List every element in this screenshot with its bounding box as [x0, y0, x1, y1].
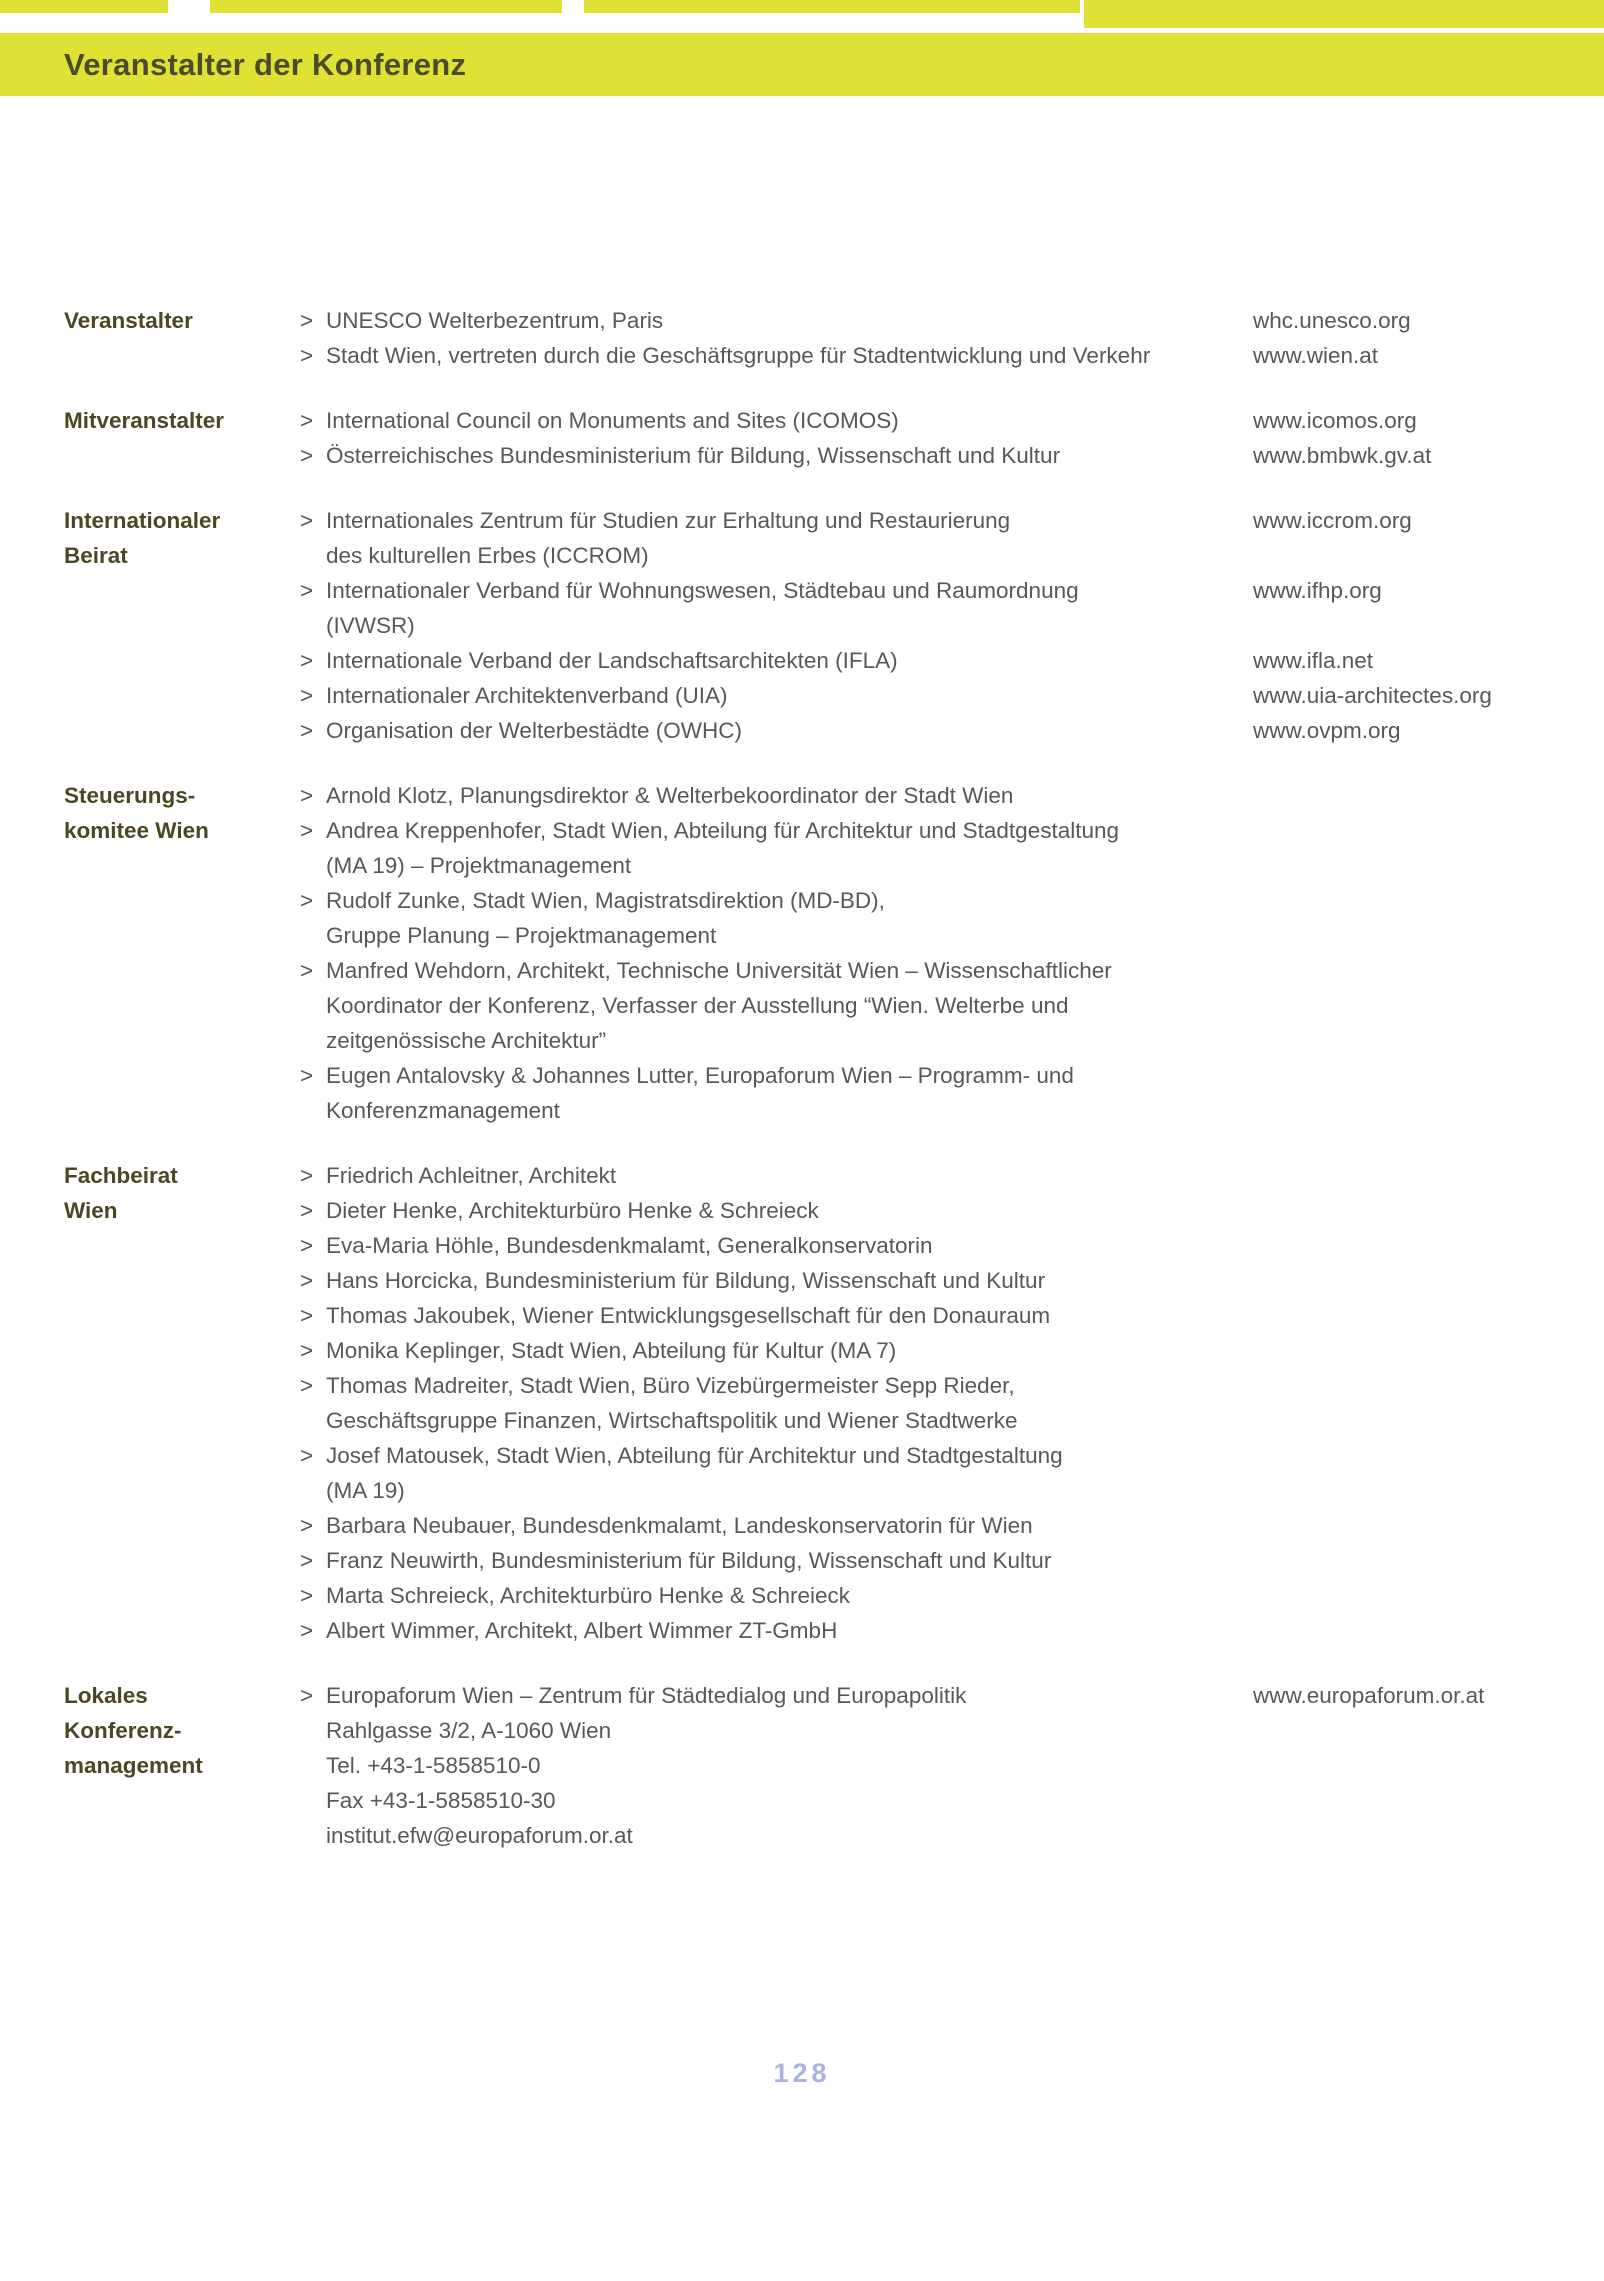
item-url: www.ifhp.org: [1253, 578, 1382, 603]
list-item: [300, 813, 1604, 883]
list-item: [300, 1193, 1604, 1228]
list-item: [300, 1543, 1604, 1578]
item-bullet: >: [300, 1583, 314, 1608]
item-text: Hans Horcicka, Bundesministerium für Bildung, Wissenschaft und Kultur: [326, 1268, 1046, 1293]
list-item: [300, 678, 1604, 713]
item-text: Geschäftsgruppe Finanzen, Wirtschaftspolitik und Wiener Stadtwerke: [326, 1408, 1018, 1433]
item-url: www.ovpm.org: [1253, 718, 1401, 743]
item-bullet: >: [300, 1513, 314, 1538]
item-url: www.europaforum.or.at: [1253, 1683, 1485, 1708]
item-line: [300, 918, 1604, 953]
list-item: [300, 1508, 1604, 1543]
item-line: [300, 883, 1604, 918]
item-line: [300, 1678, 1604, 1713]
item-line: [300, 848, 1604, 883]
section: [0, 303, 1604, 373]
item-url: www.wien.at: [1253, 343, 1379, 368]
item-line: [300, 1543, 1604, 1578]
section-label: [64, 1678, 300, 1853]
item-line: [300, 988, 1604, 1023]
item-text: Internationale Verband der Landschaftsarchitekten (IFLA): [326, 648, 898, 673]
item-bullet: >: [300, 1063, 314, 1088]
item-text: Koordinator der Konferenz, Verfasser der Ausstellung “Wien. Welterbe und: [326, 993, 1069, 1018]
item-line: [300, 678, 1604, 713]
section-label-line: Fachbeirat: [64, 1163, 178, 1188]
item-line: [300, 538, 1604, 573]
item-text: Arnold Klotz, Planungsdirektor & Welterbekoordinator der Stadt Wien: [326, 783, 1014, 808]
list-item: [300, 643, 1604, 678]
item-line: [300, 1613, 1604, 1648]
section-label-line: management: [64, 1753, 203, 1778]
item-line: [300, 813, 1604, 848]
item-bullet: >: [300, 1618, 314, 1643]
item-bullet: >: [300, 1163, 314, 1188]
list-item: [300, 1058, 1604, 1128]
item-bullet: >: [300, 648, 314, 673]
item-text: Europaforum Wien – Zentrum für Städtedialog und Europapolitik: [326, 1683, 967, 1708]
section-label: [64, 403, 300, 473]
page-header-band: [0, 33, 1604, 96]
item-text: Marta Schreieck, Architekturbüro Henke & Schreieck: [326, 1583, 850, 1608]
item-bullet: >: [300, 1233, 314, 1258]
item-line: [300, 1713, 1604, 1748]
section-items: [300, 1158, 1604, 1648]
item-line: [300, 1058, 1604, 1093]
section-items: [300, 503, 1604, 748]
section-label-line: komitee Wien: [64, 818, 209, 843]
item-line: [300, 1158, 1604, 1193]
section-label-line: Veranstalter: [64, 308, 193, 333]
section-label-line: Internationaler: [64, 508, 221, 533]
item-text: Rahlgasse 3/2, A-1060 Wien: [326, 1718, 612, 1743]
item-text: Stadt Wien, vertreten durch die Geschäftsgruppe für Stadtentwicklung und Verkehr: [326, 343, 1151, 368]
item-text: Thomas Madreiter, Stadt Wien, Büro Vizebürgermeister Sepp Rieder,: [326, 1373, 1015, 1398]
item-bullet: >: [300, 1683, 314, 1708]
item-line: [300, 303, 1604, 338]
section: [0, 503, 1604, 748]
section: [0, 1678, 1604, 1853]
item-line: [300, 1093, 1604, 1128]
list-item: [300, 953, 1604, 1058]
item-line: [300, 1818, 1604, 1853]
list-item: [300, 1333, 1604, 1368]
item-line: [300, 713, 1604, 748]
section-label-line: Steuerungs-: [64, 783, 196, 808]
section-label-line: Wien: [64, 1198, 118, 1223]
item-text: Barbara Neubauer, Bundesdenkmalamt, Landeskonservatorin für Wien: [326, 1513, 1033, 1538]
section-items: [300, 403, 1604, 473]
item-line: [300, 503, 1604, 538]
section-label: [64, 778, 300, 1128]
item-text: Organisation der Welterbestädte (OWHC): [326, 718, 742, 743]
item-line: [300, 1403, 1604, 1438]
section-label: [64, 303, 300, 373]
item-bullet: >: [300, 1338, 314, 1363]
page-title: Veranstalter der Konferenz: [64, 46, 467, 82]
item-text: Eugen Antalovsky & Johannes Lutter, Europaforum Wien – Programm- und: [326, 1063, 1074, 1088]
item-line: [300, 573, 1604, 608]
top-edge-strip-segment: [584, 0, 1080, 13]
list-item: [300, 778, 1604, 813]
section: [0, 403, 1604, 473]
item-bullet: >: [300, 888, 314, 913]
item-line: [300, 1473, 1604, 1508]
section: [0, 778, 1604, 1128]
item-line: [300, 1438, 1604, 1473]
item-url: www.iccrom.org: [1253, 508, 1412, 533]
list-item: [300, 1613, 1604, 1648]
section-items: [300, 778, 1604, 1128]
list-item: [300, 1678, 1604, 1853]
item-text: Internationaler Verband für Wohnungswesen, Städtebau und Raumordnung: [326, 578, 1079, 603]
item-bullet: >: [300, 308, 314, 333]
item-line: [300, 1368, 1604, 1403]
item-bullet: >: [300, 718, 314, 743]
item-line: [300, 1023, 1604, 1058]
list-item: [300, 1368, 1604, 1438]
list-item: [300, 1158, 1604, 1193]
item-bullet: >: [300, 1268, 314, 1293]
item-text: (MA 19) – Projektmanagement: [326, 853, 632, 878]
item-text: (IVWSR): [326, 613, 415, 638]
item-line: [300, 1783, 1604, 1818]
list-item: [300, 713, 1604, 748]
item-bullet: >: [300, 958, 314, 983]
item-text: Österreichisches Bundesministerium für Bildung, Wissenschaft und Kultur: [326, 443, 1061, 468]
list-item: [300, 1578, 1604, 1613]
item-bullet: >: [300, 508, 314, 533]
item-line: [300, 403, 1604, 438]
item-line: [300, 608, 1604, 643]
item-line: [300, 1193, 1604, 1228]
top-edge-strip-segment: [0, 0, 168, 13]
item-line: [300, 1508, 1604, 1543]
list-item: [300, 338, 1604, 373]
item-text: Monika Keplinger, Stadt Wien, Abteilung für Kultur (MA 7): [326, 1338, 897, 1363]
item-text: des kulturellen Erbes (ICCROM): [326, 543, 649, 568]
item-text: Josef Matousek, Stadt Wien, Abteilung für Architektur und Stadtgestaltung: [326, 1443, 1063, 1468]
item-text: Albert Wimmer, Architekt, Albert Wimmer ZT-GmbH: [326, 1618, 838, 1643]
item-line: [300, 1298, 1604, 1333]
item-line: [300, 338, 1604, 373]
section-items: [300, 1678, 1604, 1853]
item-text: Friedrich Achleitner, Architekt: [326, 1163, 617, 1188]
item-text: Internationales Zentrum für Studien zur Erhaltung und Restaurierung: [326, 508, 1011, 533]
section-label-line: Konferenz-: [64, 1718, 182, 1743]
item-text: (MA 19): [326, 1478, 405, 1503]
list-item: [300, 573, 1604, 643]
item-text: UNESCO Welterbezentrum, Paris: [326, 308, 664, 333]
item-line: [300, 1333, 1604, 1368]
item-url: www.bmbwk.gv.at: [1253, 443, 1432, 468]
item-line: [300, 1263, 1604, 1298]
section: [0, 1158, 1604, 1648]
item-bullet: >: [300, 1373, 314, 1398]
item-text: Tel. +43-1-5858510-0: [326, 1753, 541, 1778]
item-line: [300, 643, 1604, 678]
item-url: www.ifla.net: [1253, 648, 1374, 673]
list-item: [300, 1298, 1604, 1333]
section-label: [64, 503, 300, 748]
content-area: [0, 303, 1604, 1883]
item-text: Internationaler Architektenverband (UIA): [326, 683, 728, 708]
list-item: [300, 403, 1604, 438]
item-line: [300, 953, 1604, 988]
list-item: [300, 303, 1604, 338]
item-text: Fax +43-1-5858510-30: [326, 1788, 556, 1813]
item-bullet: >: [300, 1198, 314, 1223]
item-bullet: >: [300, 408, 314, 433]
item-text: institut.efw@europaforum.or.at: [326, 1823, 633, 1848]
item-text: Konferenzmanagement: [326, 1098, 560, 1123]
list-item: [300, 503, 1604, 573]
item-line: [300, 438, 1604, 473]
list-item: [300, 1438, 1604, 1508]
list-item: [300, 1228, 1604, 1263]
page-number: 128: [773, 2058, 831, 2088]
section-items: [300, 303, 1604, 373]
item-bullet: >: [300, 783, 314, 808]
section-label-line: Mitveranstalter: [64, 408, 225, 433]
item-url: whc.unesco.org: [1253, 308, 1411, 333]
item-text: International Council on Monuments and Sites (ICOMOS): [326, 408, 899, 433]
item-text: Rudolf Zunke, Stadt Wien, Magistratsdirektion (MD-BD),: [326, 888, 885, 913]
list-item: [300, 438, 1604, 473]
list-item: [300, 883, 1604, 953]
section-label-line: Lokales: [64, 1683, 148, 1708]
item-bullet: >: [300, 343, 314, 368]
item-line: [300, 1578, 1604, 1613]
list-item: [300, 1263, 1604, 1298]
item-bullet: >: [300, 578, 314, 603]
item-text: Dieter Henke, Architekturbüro Henke & Schreieck: [326, 1198, 819, 1223]
top-edge-strip-segment: [1084, 0, 1604, 28]
item-text: zeitgenössische Architektur”: [326, 1028, 607, 1053]
item-bullet: >: [300, 818, 314, 843]
item-text: Thomas Jakoubek, Wiener Entwicklungsgesellschaft für den Donauraum: [326, 1303, 1051, 1328]
top-edge-strip-segment: [210, 0, 562, 13]
item-text: Manfred Wehdorn, Architekt, Technische Universität Wien – Wissenschaftlicher: [326, 958, 1112, 983]
item-url: www.uia-architectes.org: [1253, 683, 1492, 708]
item-text: Franz Neuwirth, Bundesministerium für Bildung, Wissenschaft und Kultur: [326, 1548, 1052, 1573]
item-bullet: >: [300, 443, 314, 468]
section-label: [64, 1158, 300, 1648]
item-url: www.icomos.org: [1253, 408, 1417, 433]
page-footer: [0, 2058, 1604, 2089]
item-line: [300, 1748, 1604, 1783]
item-bullet: >: [300, 683, 314, 708]
item-bullet: >: [300, 1443, 314, 1468]
item-text: Gruppe Planung – Projektmanagement: [326, 923, 717, 948]
section-label-line: Beirat: [64, 543, 128, 568]
item-bullet: >: [300, 1303, 314, 1328]
item-bullet: >: [300, 1548, 314, 1573]
item-text: Eva-Maria Höhle, Bundesdenkmalamt, Generalkonservatorin: [326, 1233, 933, 1258]
item-line: [300, 1228, 1604, 1263]
item-line: [300, 778, 1604, 813]
item-text: Andrea Kreppenhofer, Stadt Wien, Abteilung für Architektur und Stadtgestaltung: [326, 818, 1120, 843]
